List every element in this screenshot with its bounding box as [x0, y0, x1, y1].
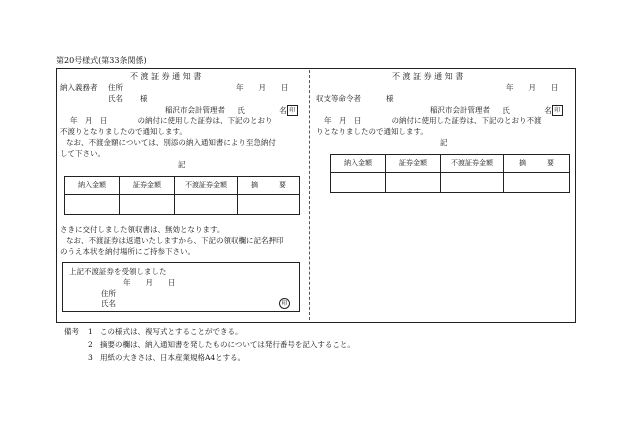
left-issuer-shi: 氏 — [237, 105, 245, 115]
right-title: 不 渡 証 券 通 知 書 — [392, 72, 464, 81]
left-issuer — [165, 105, 298, 116]
right-issuer-title: 稲沢市会計管理者 — [430, 105, 490, 115]
right-cell-security[interactable] — [386, 173, 441, 193]
left-sama: 様 — [140, 94, 148, 103]
remark-3-text: 用紙の大きさは、日本産業規格A4とする。 — [100, 353, 246, 362]
left-address-label: 住所 — [108, 83, 123, 92]
left-notice-line1: さきに交付しました領収書は、無効となります。 — [60, 225, 225, 234]
left-cell-payment[interactable] — [65, 195, 120, 215]
left-notice-line2: なお、不渡証券は返還いたしますから、下記の領収欄に記名押印 — [66, 236, 284, 245]
left-col-summary: 摘 要 — [238, 177, 300, 195]
right-issuer — [430, 105, 563, 116]
right-col-summary: 摘 要 — [504, 155, 570, 173]
right-amount-table — [330, 154, 570, 193]
left-col-payment: 納入金額 — [65, 177, 120, 195]
left-amount-table — [64, 176, 300, 215]
right-issuer-seal: 印 — [552, 105, 563, 116]
receipt-box — [62, 262, 300, 312]
right-col-dishonored: 不渡証券金額 — [441, 155, 504, 173]
remark-2-num: 2 — [88, 340, 93, 349]
right-issuer-mei: 名 — [544, 105, 552, 115]
perforation-divider — [309, 70, 310, 320]
receipt-name-label: 氏名 — [101, 299, 116, 308]
right-cell-dishonored[interactable] — [441, 173, 504, 193]
remark-1-num: 1 — [88, 327, 93, 336]
left-payer-label: 納入義務者 — [60, 83, 98, 92]
left-issuer-title: 稲沢市会計管理者 — [165, 105, 225, 115]
remark-2-text: 摘要の欄は、納入通知書を発したものについては発行番号を記入すること。 — [100, 340, 355, 349]
right-ki: 記 — [440, 138, 448, 147]
right-col-security: 証券金額 — [386, 155, 441, 173]
left-issuer-seal: 印 — [287, 105, 298, 116]
receipt-address-label: 住所 — [101, 289, 116, 298]
left-ki: 記 — [178, 160, 186, 169]
right-body-line1: 年 月 日 の納付に使用した証券は、下記のとおり不渡 — [324, 116, 542, 125]
right-col-payment: 納入金額 — [331, 155, 386, 173]
left-body-line1: 年 月 日 の納付に使用した証券は、下記のとおり — [70, 116, 273, 125]
left-date: 年 月 日 — [236, 83, 289, 92]
right-date: 年 月 日 — [506, 83, 559, 92]
left-body-line4: して下さい。 — [60, 149, 105, 158]
left-cell-summary[interactable] — [238, 195, 300, 215]
right-cell-summary[interactable] — [504, 173, 570, 193]
receipt-seal-icon: 印 — [279, 298, 290, 309]
left-body-line3: なお、不渡金額については、別添の納入通知書により至急納付 — [66, 138, 276, 147]
receipt-date: 年 月 日 — [123, 278, 176, 287]
left-issuer-mei: 名 — [279, 105, 287, 115]
left-col-dishonored: 不渡証券金額 — [175, 177, 238, 195]
right-sama: 様 — [386, 94, 394, 103]
right-cell-payment[interactable] — [331, 173, 386, 193]
right-body-line2: りとなりましたので通知します。 — [316, 127, 428, 136]
left-name-label: 氏名 — [108, 94, 123, 103]
remark-3-num: 3 — [88, 353, 93, 362]
left-title: 不 渡 証 券 通 知 書 — [130, 72, 202, 81]
left-col-security: 証券金額 — [120, 177, 175, 195]
remark-1-text: この様式は、複写式とすることができる。 — [100, 327, 243, 336]
left-body-line2: 不渡りとなりましたので通知します。 — [60, 127, 187, 136]
left-notice-line3: のうえ本状を納付場所にご持参下さい。 — [60, 247, 195, 256]
right-recipient-label: 収支等命令者 — [316, 94, 361, 103]
form-label: 第20号様式(第33条関係) — [56, 56, 147, 65]
left-cell-security[interactable] — [120, 195, 175, 215]
remarks-label: 備考 — [64, 327, 79, 336]
left-cell-dishonored[interactable] — [175, 195, 238, 215]
receipt-title: 上記不渡証券を受領しました — [69, 267, 167, 276]
right-issuer-shi: 氏 — [502, 105, 510, 115]
